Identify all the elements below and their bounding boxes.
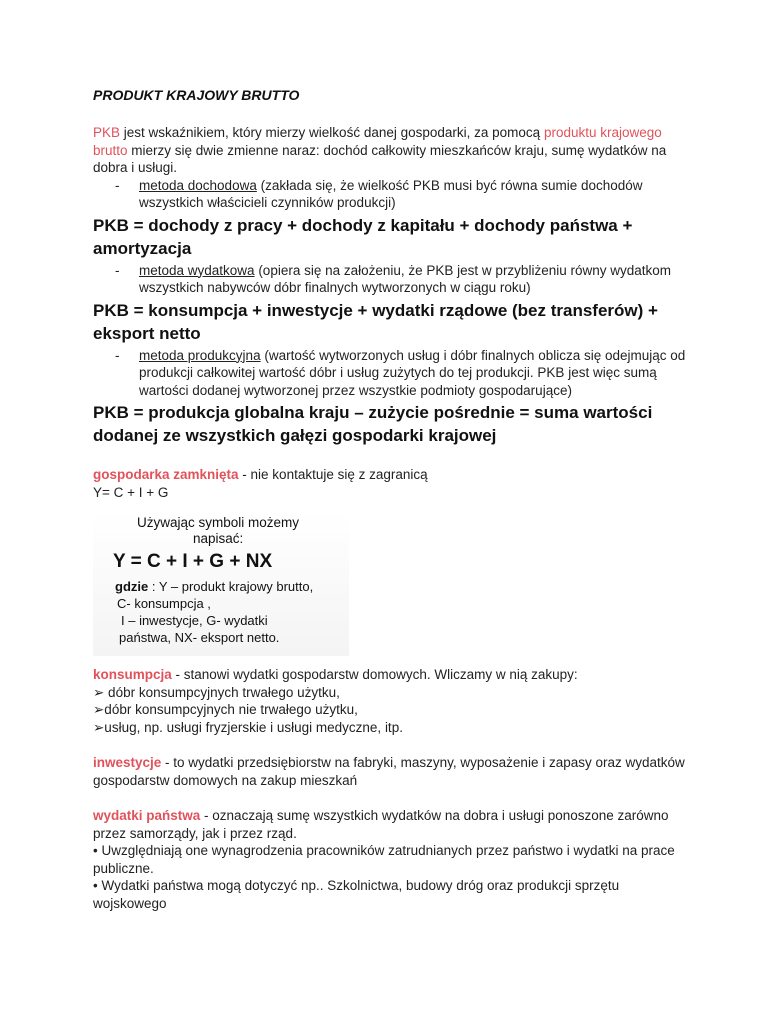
- figure-line-3-text: : Y – produkt krajowy brutto,: [148, 579, 314, 594]
- closed-economy-equation: Y= C + I + G: [93, 484, 169, 500]
- method-income-name: metoda dochodowa: [139, 177, 257, 193]
- formula-expenditure: PKB = konsumpcja + inwestycje + wydatki rządowe (bez transferów) + eksport netto: [93, 300, 658, 343]
- consumption-item: ➢usług, np. usługi fryzjerskie i usługi medyczne, itp.: [93, 719, 403, 735]
- investment-paragraph: [93, 754, 693, 789]
- figure-line-4: C- konsumpcja ,: [117, 596, 211, 611]
- figure-line-1: Używając symboli możemy: [137, 515, 300, 530]
- method-income-desc: (zakłada się, że wielkość PKB musi być równa sumie dochodów wszystkich właścicieli czynników produkcji): [139, 177, 643, 210]
- figure-line-2: napisać:: [193, 531, 244, 546]
- method-production-desc: (wartość wytworzonych usług i dóbr finalnych oblicza się odejmując od produkcji całkowitej wartość dóbr i usług zużytych do tej produkcji. PKB jest więc sumą wartości dodanej wytworzonej przez wszystkie podmioty gospodarujące): [139, 347, 686, 398]
- intro-text-2: mierzy się dwie zmienne naraz: dochód całkowity mieszkańców kraju, sumę wydatków na dobra i usługi.: [93, 142, 667, 175]
- formula-income: PKB = dochody z pracy + dochody z kapitału + dochody państwa + amortyzacja: [93, 215, 633, 258]
- figure-line-3: [115, 579, 313, 594]
- method-expenditure-name: metoda wydatkowa: [139, 262, 255, 278]
- figure-line-6: państwa, NX- eksport netto.: [119, 630, 280, 645]
- intro-paragraph: [93, 124, 693, 177]
- investment-desc: - to wydatki przedsiębiorstw na fabryki, maszyny, wyposażenie i zapasy oraz wydatków gospodarstw domowych na zakup mieszkań: [93, 755, 685, 788]
- investment-term: inwestycje: [93, 755, 162, 770]
- government-bullet: • Uwzględniają one wynagrodzenia pracowników zatrudnianych przez państwo i wydatki na prace publiczne.: [93, 843, 675, 876]
- consumption-item: ➢ dóbr konsumpcyjnych trwałego użytku,: [93, 684, 340, 700]
- figure-line-5: I – inwestycje, G- wydatki: [121, 613, 268, 628]
- dash-marker: -: [115, 347, 120, 363]
- closed-economy-term: gospodarka zamknięta: [93, 467, 239, 482]
- intro-text-1: jest wskaźnikiem, który mierzy wielkość danej gospodarki, za pomocą: [120, 125, 544, 140]
- method-production: [93, 347, 693, 400]
- method-expenditure: [93, 262, 693, 297]
- method-production-name: metoda produkcyjna: [139, 347, 261, 363]
- method-income: [93, 177, 693, 212]
- document-title: PRODUKT KRAJOWY BRUTTO: [93, 87, 300, 103]
- closed-economy: [93, 466, 693, 484]
- formula-production: PKB = produkcja globalna kraju – zużycie pośrednie = suma wartości dodanej ze wszystkich gałęzi gospodarki krajowej: [93, 403, 653, 445]
- closed-economy-desc: - nie kontaktuje się z zagranicą: [238, 467, 428, 482]
- consumption-item: ➢dóbr konsumpcyjnych nie trwałego użytku,: [93, 702, 358, 717]
- document-page: [93, 86, 693, 912]
- pkb-term: PKB: [93, 125, 121, 140]
- government-paragraph: [93, 807, 693, 842]
- figure-gdzie: gdzie: [115, 579, 149, 594]
- symbol-equation-image: [93, 511, 349, 656]
- dash-marker: -: [115, 177, 120, 193]
- consumption-paragraph: [93, 666, 693, 684]
- government-desc: - oznaczają sumę wszystkich wydatków na dobra i usługi ponoszone zarówno przez samorządy, jak i przez rząd.: [93, 808, 669, 841]
- government-term: wydatki państwa: [93, 808, 201, 823]
- government-bullet: • Wydatki państwa mogą dotyczyć np.. Szkolnictwa, budowy dróg oraz produkcji sprzętu wojskowego: [93, 878, 620, 911]
- dash-marker: -: [115, 262, 120, 278]
- method-expenditure-desc: (opiera się na założeniu, że PKB jest w przybliżeniu równy wydatkom wszystkich nabywców dóbr finalnych wytworzonych w ciągu roku): [139, 262, 671, 295]
- consumption-term: konsumpcja: [93, 667, 172, 682]
- produkt-krajowy-brutto-term: produktu krajowego brutto: [93, 125, 662, 158]
- consumption-desc: - stanowi wydatki gospodarstw domowych. Wliczamy w nią zakupy:: [171, 667, 578, 682]
- figure-equation: Y = C + I + G + NX: [113, 551, 273, 572]
